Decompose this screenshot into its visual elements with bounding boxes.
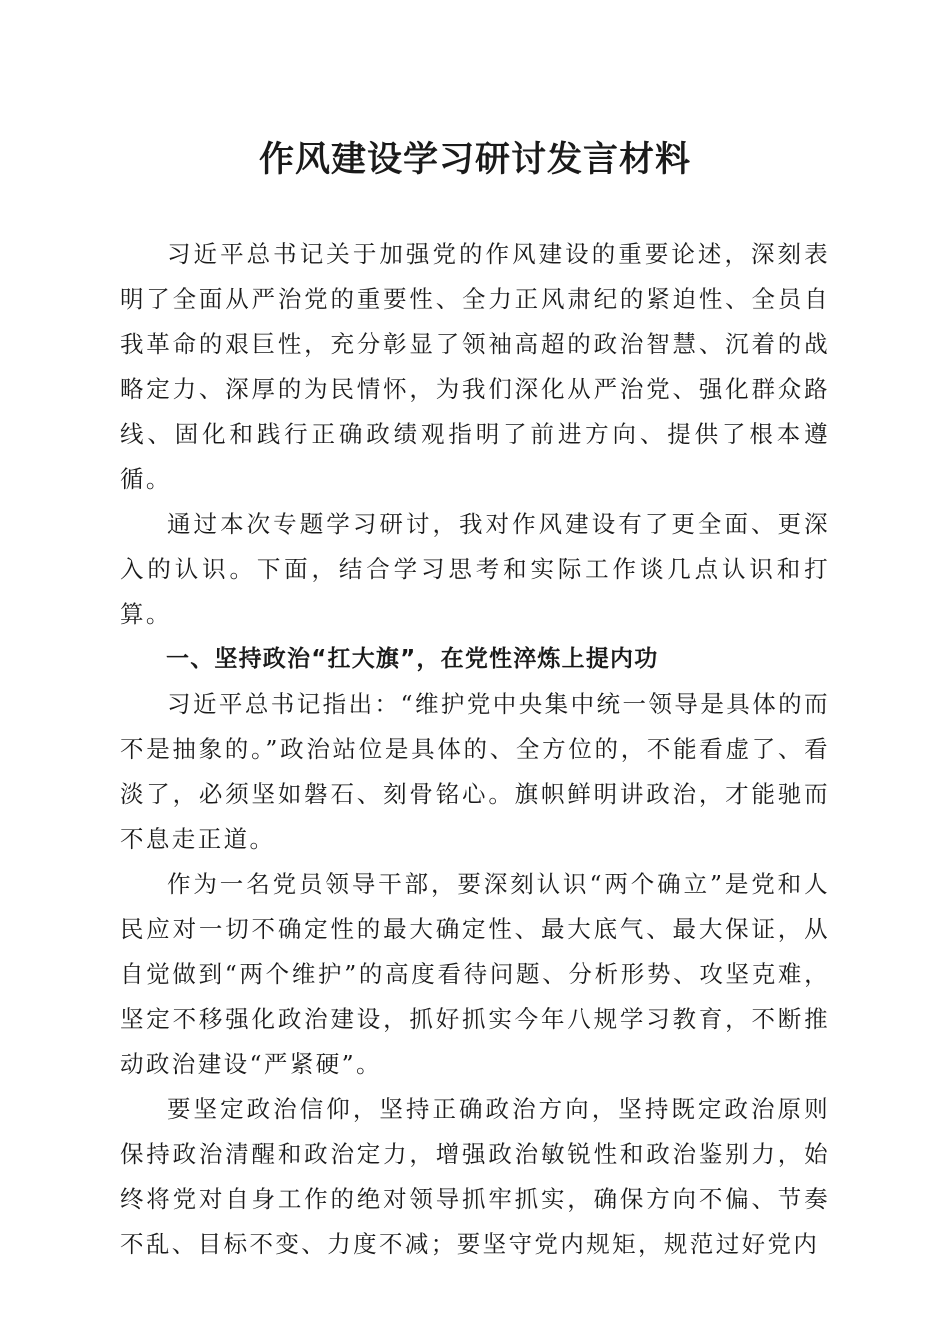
paragraph-overview: 通过本次专题学习研讨，我对作风建设有了更全面、更深入的认识。下面，结合学习思考和实际工作谈几点认识和打算。 <box>120 510 830 628</box>
paragraph-belief: 要坚定政治信仰，坚持正确政治方向，坚持既定政治原则保持政治清醒和政治定力，增强政治敏锐性和政治鉴别力，始终将党对自身工作的绝对领导抓牢抓实，确保方向不偏、节奏不乱、目标不变、力度不减；要坚守党内规矩，规范过好党内 <box>120 1095 830 1258</box>
section-heading-1: 一、坚持政治“扛大旗”，在党性淬炼上提内功 <box>166 646 659 672</box>
document-body <box>120 232 830 1267</box>
paragraph-cadre: 作为一名党员领导干部，要深刻认识“两个确立”是党和人民应对一切不确定性的最大确定性、最大底气、最大保证，从自觉做到“两个维护”的高度看待问题、分析形势、攻坚克难，坚定不移强化政治建设，抓好抓实今年八规学习教育，不断推动政治建设“严紧硬”。 <box>120 870 830 1078</box>
paragraph-quote: 习近平总书记指出：“维护党中央集中统一领导是具体的而不是抽象的。”政治站位是具体的、全方位的，不能看虚了、看淡了，必须坚如磐石、刻骨铭心。旗帜鲜明讲政治，才能驰而不息走正道。 <box>120 690 830 853</box>
document-title: 作风建设学习研讨发言材料 <box>258 139 691 180</box>
paragraph-intro: 习近平总书记关于加强党的作风建设的重要论述，深刻表明了全面从严治党的重要性、全力正风肃纪的紧迫性、全员自我革命的艰巨性，充分彰显了领袖高超的政治智慧、沉着的战略定力、深厚的为民情怀，为我们深化从严治党、强化群众路线、固化和践行正确政绩观指明了前进方向、提供了根本遵循。 <box>120 240 830 493</box>
